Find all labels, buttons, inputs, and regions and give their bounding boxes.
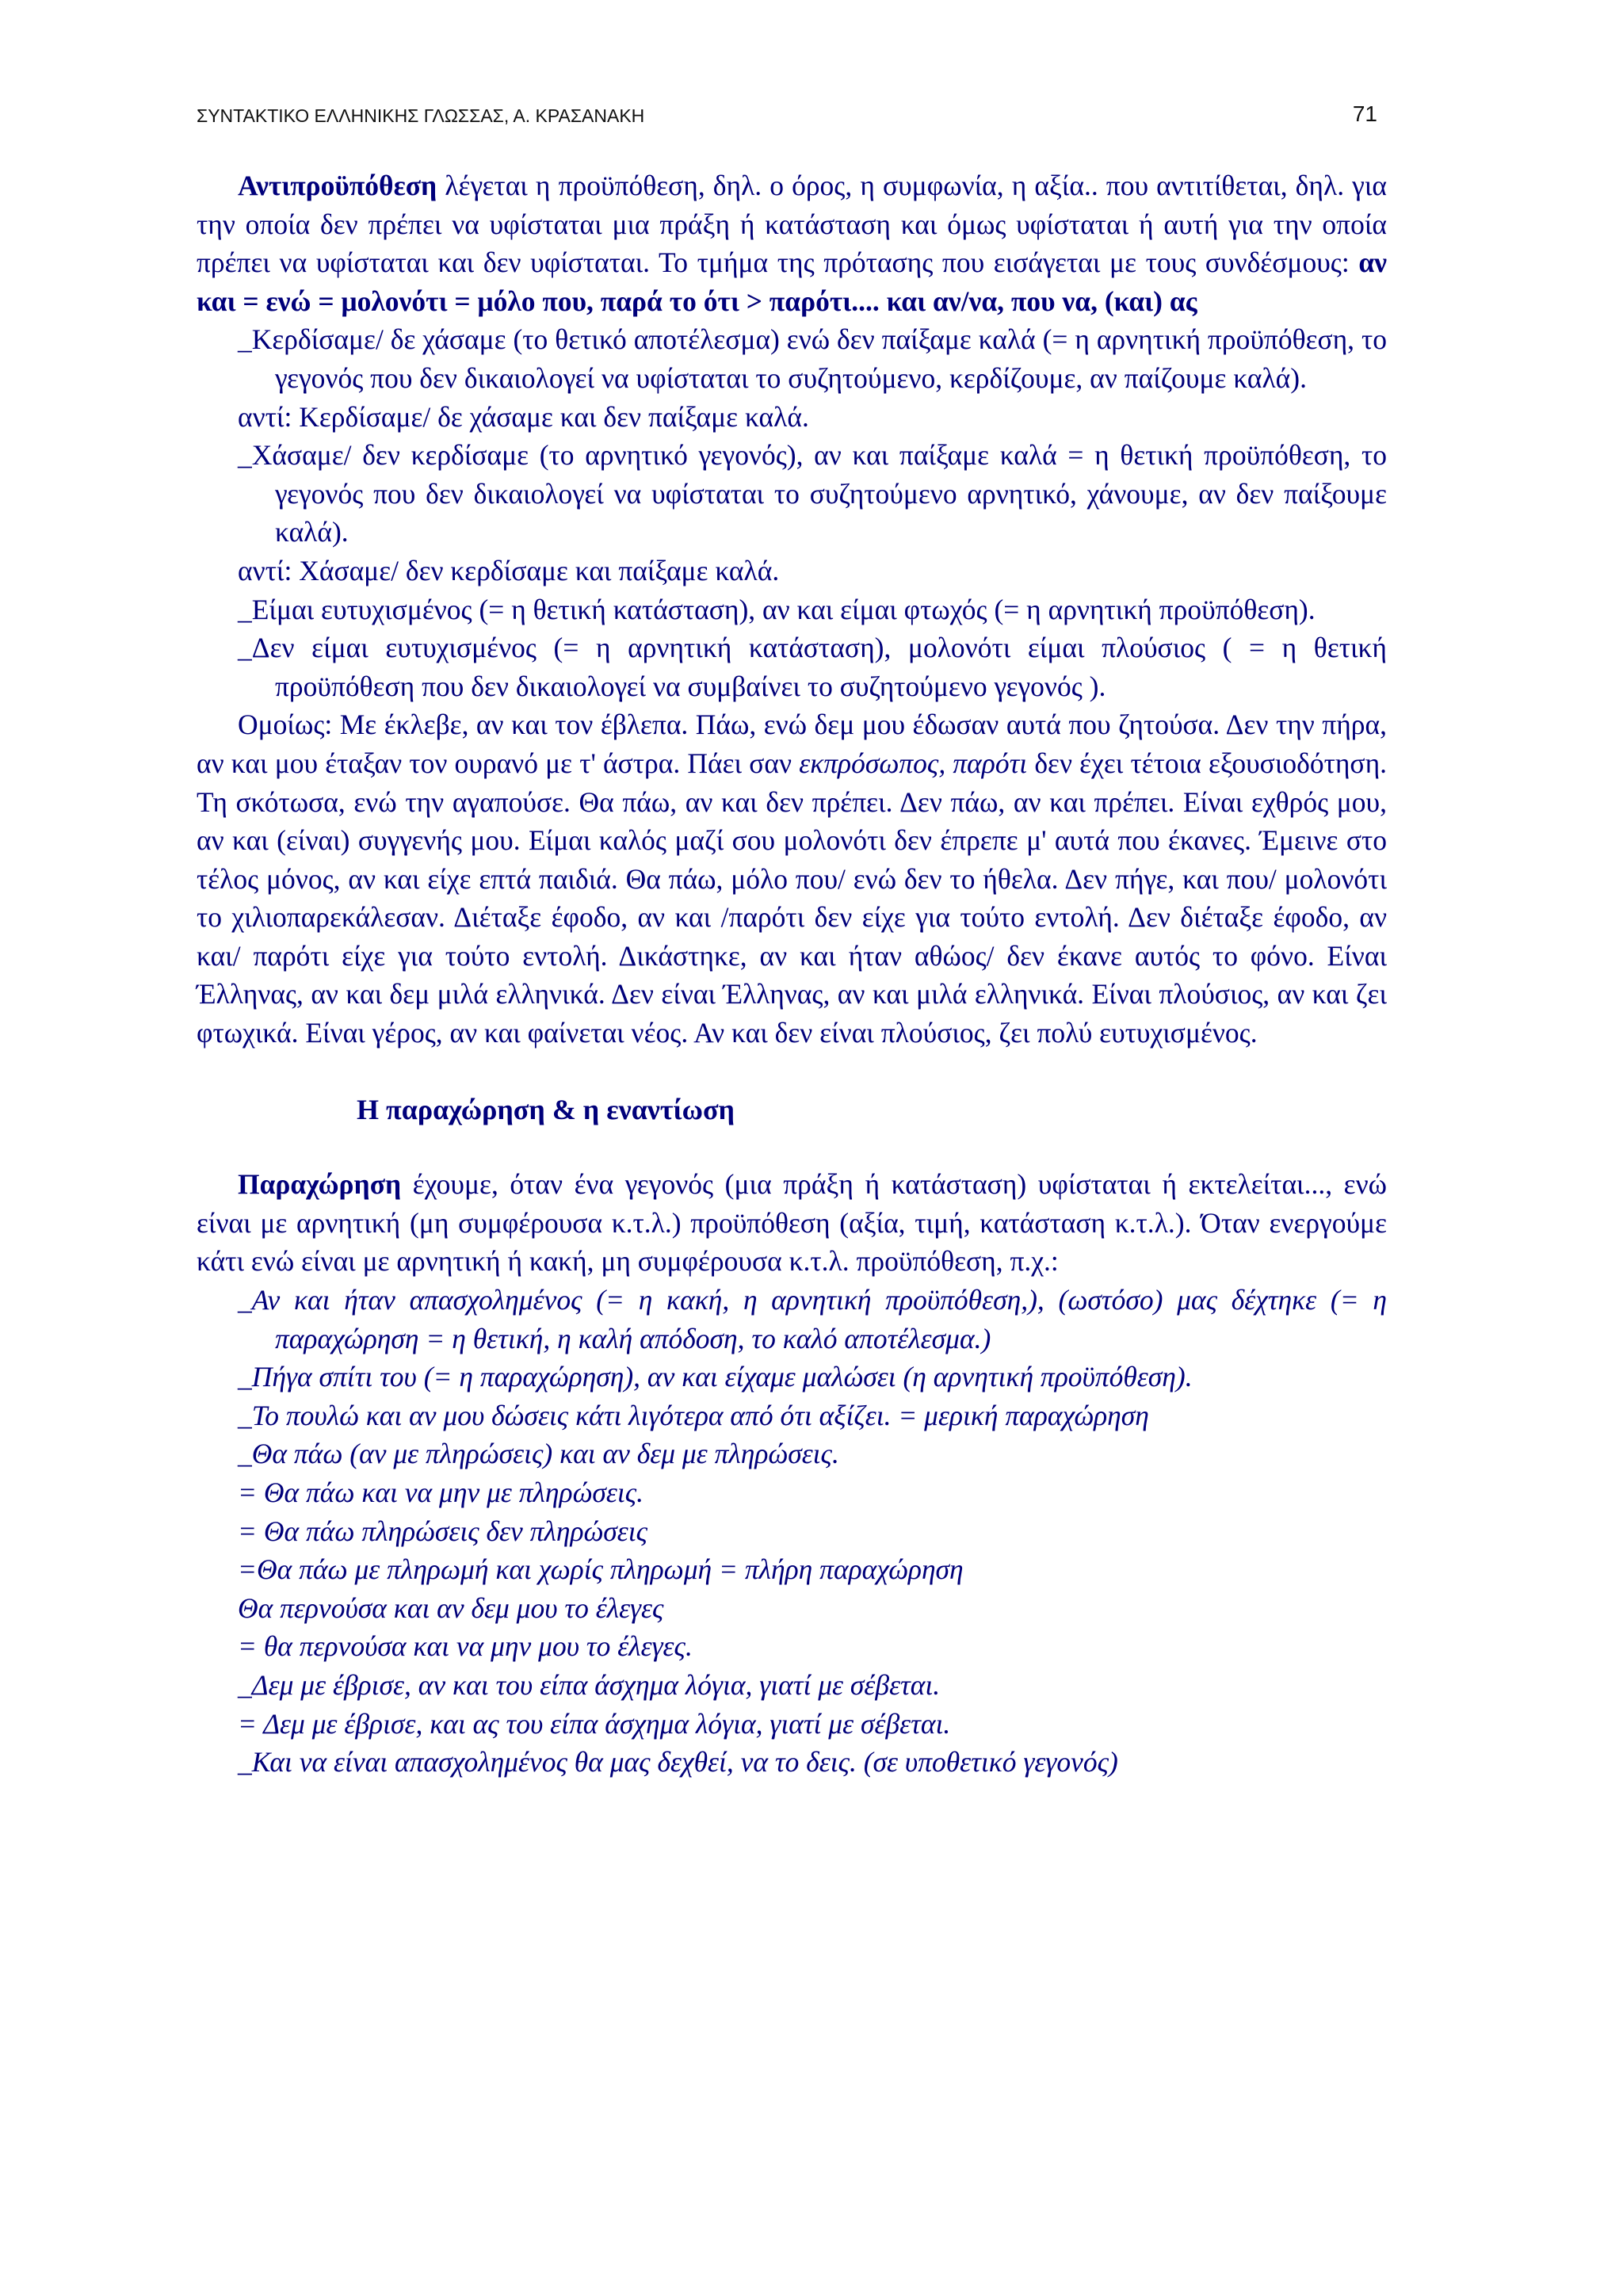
example-item: _Δεν είμαι ευτυχισμένος (= η αρνητική κατάσταση), μολονότι είμαι πλούσιος ( = η θετική προϋπόθεση που δεν δικαιολογεί να συμβαίνει το συζητούμενο γεγονός ). (238, 632, 1387, 702)
concession-definition-text: έχουμε, όταν ένα γεγονός (μια πράξη ή κατάσταση) υφίσταται ή εκτελείται..., ενώ είναι με αρνητική (μη συμφέρουσα κ.τ.λ.) προϋπόθεση (αξία, τιμή, κατάσταση κ.τ.λ.). Όταν ενεργούμε κάτι ενώ είναι με αρνητική ή κακή, μη συμφέρουσα κ.τ.λ. προϋπόθεση, π.χ.: (197, 1168, 1387, 1278)
concession-example: =Θα πάω με πληρωμή και χωρίς πληρωμή = πλήρη παραχώρηση (238, 1553, 964, 1586)
section-title: Η παραχώρηση & η εναντίωση (357, 1093, 735, 1125)
running-title: ΣΥΝΤΑΚΤΙΚΟ ΕΛΛΗΝΙΚΗΣ ΓΛΩΣΣΑΣ, Α. ΚΡΑΣΑΝΑΚΗ (197, 105, 645, 126)
similar-text-1: Ομοίως: Με έκλεβε, αν και τον έβλεπα. Πάω, ενώ δεμ μου έδωσαν αυτά που ζητούσα. Δεν την πήρα, αν και μου έταξαν τον ουρανό με τ' άστρα. Πάει σαν (197, 709, 1387, 779)
concession-example: = Θα πάω και να μην με πληρώσεις. (238, 1477, 643, 1508)
concession-example: _Το πουλώ και αν μου δώσεις κάτι λιγότερα από ότι αξίζει. = μερική παραχώρηση (238, 1399, 1149, 1431)
concession-example: = θα περνούσα και να μην μου το έλεγες. (238, 1630, 693, 1663)
similar-italic: εκπρόσωπος, παρότι (799, 747, 1028, 779)
page-body (197, 166, 1387, 1782)
concession-example: = Θα πάω πληρώσεις δεν πληρώσεις (238, 1515, 648, 1547)
example-item: _Είμαι ευτυχισμένος (= η θετική κατάσταση), αν και είμαι φτωχός (= η αρνητική προϋπόθεση). (238, 593, 1316, 625)
concession-example: _Αν και ήταν απασχολημένος (= η κακή, η αρνητική προϋπόθεση,), (ωστόσο) μας δέχτηκε (= η παραχώρηση = η θετική, η καλή απόδοση, το καλό αποτέλεσμα.) (238, 1284, 1387, 1354)
running-header (197, 95, 1377, 127)
example-item: αντί: Χάσαμε/ δεν κερδίσαμε και παίξαμε καλά. (238, 554, 780, 586)
example-item: _Κερδίσαμε/ δε χάσαμε (το θετικό αποτέλεσμα) ενώ δεν παίξαμε καλά (= η αρνητική προϋπόθεση, το γεγονός που δεν δικαιολογεί να υφίσταται το συζητούμενο, κερδίζουμε, αν παίζουμε καλά). (238, 323, 1387, 394)
concession-example: _Δεμ με έβρισε, αν και του είπα άσχημα λόγια, γιατί με σέβεται. (238, 1668, 941, 1701)
term-parachorisi: Παραχώρηση (238, 1168, 402, 1201)
example-item: _Χάσαμε/ δεν κερδίσαμε (το αρνητικό γεγονός), αν και παίξαμε καλά = η θετική προϋπόθεση, το γεγονός που δεν δικαιολογεί να υφίσταται το συζητούμενο αρνητικό, χάνουμε, αν δεν παίξουμε καλά). (238, 439, 1387, 548)
page-number: 71 (1352, 101, 1377, 126)
concession-example: _Θα πάω (αν με πληρώσεις) και αν δεμ με πληρώσεις. (238, 1438, 839, 1470)
similar-text-2: δεν έχει τέτοια εξουσιοδότηση. Τη σκότωσα, ενώ την αγαπούσε. Θα πάω, αν και δεν πρέπει. Δεν πάω, αν και πρέπει. Είναι εχθρός μου, αν και (είναι) συγγενής μου. Είμαι καλός μαζί σου μολονότι δεν έπρεπε μ' αυτά που έκανες. Έμεινε στο τέλος μόνος, αν και είχε επτά παιδιά. Θα πάω, μόλο που/ ενώ δεν το ήθελα. Δεν πήγε, και που/ μολονότι το χιλιοπαρεκάλεσαν. Διέταξε έφοδο, αν και /παρότι δεν είχε για τούτο εντολή. Δεν διέταξε έφοδο, αν και/ παρότι είχε για τούτο εντολή. Δικάστηκε, αν και ήταν αθώος/ δεν έκανε αυτός το φόνο. Είναι Έλληνας, αν και δεμ μιλά ελληνικά. Δεν είναι Έλληνας, αν και μιλά ελληνικά. Είναι πλούσιος, αν και ζει φτωχικά. Είναι γέρος, αν και φαίνεται νέος. Αν και δεν είναι πλούσιος, ζει πολύ ευτυχισμένος. (197, 747, 1388, 1049)
concession-example: = Δεμ με έβρισε, και ας του είπα άσχημα λόγια, γιατί με σέβεται. (238, 1707, 951, 1740)
definition-text: λέγεται η προϋπόθεση, δηλ. ο όρος, η συμφωνία, η αξία.. που αντιτίθεται, δηλ. για την οποία δεν πρέπει να υφίσταται μια πράξη ή κατάσταση και όμως υφίσταται ή αυτή για την οποία πρέπει να υφίσταται και δεν υφίσταται. Το τμήμα της πρότασης που εισάγεται με τους συνδέσμους: (197, 170, 1387, 279)
concession-example: _Και να είναι απασχολημένος θα μας δεχθεί, να το δεις. (σε υποθετικό γεγονός) (238, 1746, 1118, 1778)
term-antipropothesi: Αντιπροϋπόθεση (238, 170, 437, 201)
similar-examples-paragraph (197, 705, 1387, 1052)
concession-example: Θα περνούσα και αν δεμ μου το έλεγες (238, 1591, 664, 1624)
concession-definition-paragraph (197, 1165, 1387, 1281)
conjunctions-list: αν και = ενώ = μολονότι = μόλο που, παρά το ότι > παρότι.... και αν/να, που να, (και) ας (197, 246, 1387, 317)
example-item: αντί: Κερδίσαμε/ δε χάσαμε και δεν παίξαμε καλά. (238, 400, 809, 433)
concession-examples (197, 1281, 1387, 1782)
definition-paragraph (197, 166, 1387, 320)
concession-example: _Πήγα σπίτι του (= η παραχώρηση), αν και είχαμε μαλώσει (η αρνητική προϋπόθεση). (238, 1361, 1193, 1393)
